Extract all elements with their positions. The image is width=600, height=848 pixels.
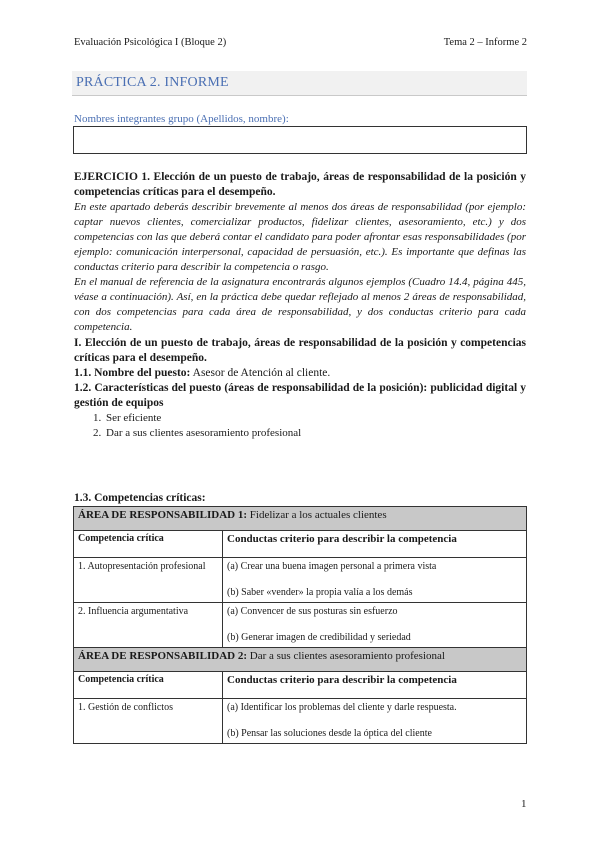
area-header (74, 507, 527, 531)
col2-header (223, 672, 527, 699)
competency-text: 1. Autopresentación profesional (78, 561, 206, 572)
competency-cell (74, 699, 223, 744)
table-row (74, 603, 527, 648)
col1-header-text: Competencia crítica (78, 533, 164, 544)
col1-header (74, 531, 223, 558)
column-header-row (74, 531, 527, 558)
area-value: Dar a sus clientes asesoramiento profesional (249, 650, 445, 662)
header-right: Tema 2 – Informe 2 (443, 37, 527, 48)
page-title: PRÁCTICA 2. INFORME (76, 75, 229, 90)
criterion: (b) Pensar las soluciones desde la óptica del cliente (227, 728, 432, 739)
table-row (74, 699, 527, 744)
competency-text: 2. Influencia argumentativa (78, 606, 189, 617)
names-input-box[interactable] (73, 126, 527, 154)
header-left: Evaluación Psicológica I (Bloque 2) (74, 37, 227, 48)
criteria-cell (223, 699, 527, 744)
criterion: (b) Saber «vender» la propia valía a los demás (227, 587, 413, 598)
competency-text: 1. Gestión de conflictos (78, 702, 173, 713)
characteristics-heading: 1.2. Características del puesto (áreas de responsabilidad de la posición): publicidad digital y gestión de equipos (74, 382, 526, 409)
section-heading: I. Elección de un puesto de trabajo, áreas de responsabilidad de la posición y competencias críticas para el desempeño. (74, 337, 526, 364)
area-value: Fidelizar a los actuales clientes (249, 509, 387, 521)
names-label: Nombres integrantes grupo (Apellidos, nombre): (74, 113, 289, 125)
competency-cell (74, 558, 223, 603)
responsibilities-list (74, 411, 526, 441)
area-label: ÁREA DE RESPONSABILIDAD 1: (78, 509, 248, 521)
position-name-line (74, 366, 526, 381)
competencies-table (73, 506, 527, 744)
competency-cell (74, 603, 223, 648)
competencies-heading: 1.3. Competencias críticas: (74, 492, 206, 504)
position-name-value: Asesor de Atención al cliente. (192, 367, 331, 379)
area-row (74, 507, 527, 531)
list-item: 1. Ser eficiente (104, 411, 526, 426)
list-item: 2. Dar a sus clientes asesoramiento profesional (104, 426, 526, 441)
criterion: (a) Identificar los problemas del cliente y darle respuesta. (227, 702, 457, 713)
area-label: ÁREA DE RESPONSABILIDAD 2: (78, 650, 248, 662)
col1-header (74, 672, 223, 699)
section-block (74, 336, 526, 441)
exercise-paragraph-2: En el manual de referencia de la asignatura encontrarás algunos ejemplos (Cuadro 14.4, página 445, véase a continuación). Así, en la práctica debe quedar reflejado al menos 2 áreas de responsabilidad, con dos competencias para cada área de responsabilidad, y dos conductas criterio para cada competencia. (74, 276, 526, 333)
exercise-paragraph-1: En este apartado deberás describir brevemente al menos dos áreas de responsabilidad (por ejemplo: captar nuevos clientes, comercializar productos, fidelizar clientes, asesoramiento, etc.) y dos competencias con las que deberá contar el candidato para poder afrontar esas responsabilidades (por ejemplo: comunicación interpersonal, capacidad de persuasión, etc.). Es importante que definas las conductas criterio para describir la competencia o rasgo. (74, 201, 526, 273)
criteria-cell (223, 558, 527, 603)
column-header-row (74, 672, 527, 699)
criteria-cell (223, 603, 527, 648)
exercise-heading: EJERCICIO 1. Elección de un puesto de trabajo, áreas de responsabilidad de la posición y competencias críticas para el desempeño. (74, 171, 526, 198)
title-box (72, 71, 527, 96)
criterion: (b) Generar imagen de credibilidad y seriedad (227, 632, 411, 643)
exercise-block (74, 170, 526, 335)
table-row (74, 558, 527, 603)
col2-header-text: Conductas criterio para describir la competencia (227, 674, 457, 686)
area-row (74, 648, 527, 672)
col2-header-text: Conductas criterio para describir la competencia (227, 533, 457, 545)
col2-header (223, 531, 527, 558)
col1-header-text: Competencia crítica (78, 674, 164, 685)
page-number: 1 (521, 798, 527, 810)
criterion: (a) Crear una buena imagen personal a primera vista (227, 561, 437, 572)
position-name-label: 1.1. Nombre del puesto: (74, 367, 191, 379)
area-header (74, 648, 527, 672)
criterion: (a) Convencer de sus posturas sin esfuerzo (227, 606, 398, 617)
